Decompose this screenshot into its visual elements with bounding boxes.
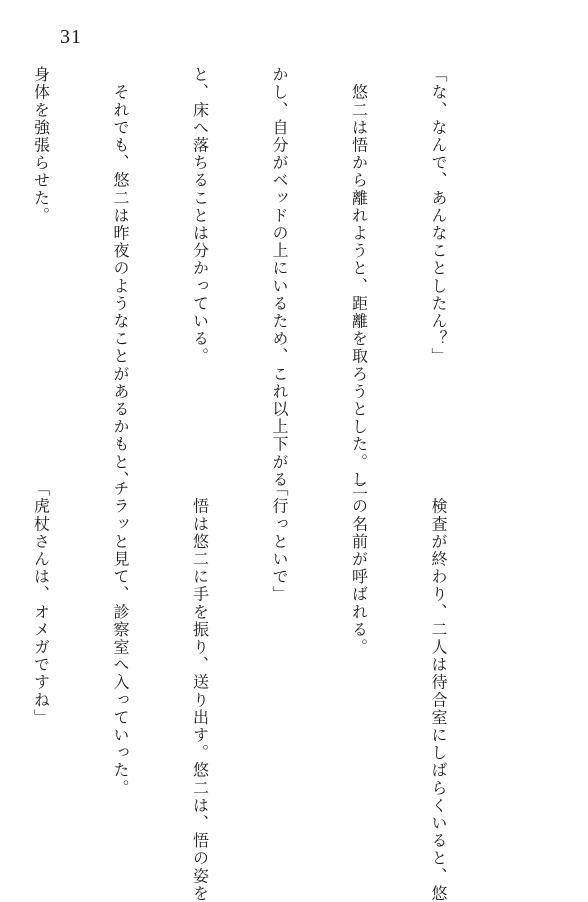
text-line: 身体を強張らせた。 xyxy=(31,66,51,225)
text-block-top xyxy=(0,66,504,489)
text-line: 「虎杖さんは、オメガですね」 xyxy=(31,480,51,727)
text-line: チラッと見て、診察室へ入っていった。 xyxy=(111,480,130,797)
text-line: と、床へ落ちることは分かっている。 xyxy=(190,66,210,366)
text-line: 検査が終わり、二人は待合室にしばらくいると、悠 xyxy=(429,480,448,902)
text-line: 悠二は悟から離れようと、距離を取ろうとした。し xyxy=(349,66,369,489)
text-line: それでも、悠二は昨夜のようなことがあるかもと、 xyxy=(111,66,130,489)
text-block-bottom xyxy=(0,480,504,902)
text-line: 二の名前が呼ばれる。 xyxy=(349,480,369,656)
text-line: 「行っといで」 xyxy=(270,480,289,604)
text-line: 「な、なんで、あんなことしたん？」 xyxy=(429,66,448,366)
text-line: 悟は悠二に手を振り、送り出す。悠二は、悟の姿を xyxy=(190,480,210,902)
page-number: 31 xyxy=(60,26,82,48)
text-line: かし、自分がベッドの上にいるため、これ以上下がる xyxy=(270,66,289,489)
